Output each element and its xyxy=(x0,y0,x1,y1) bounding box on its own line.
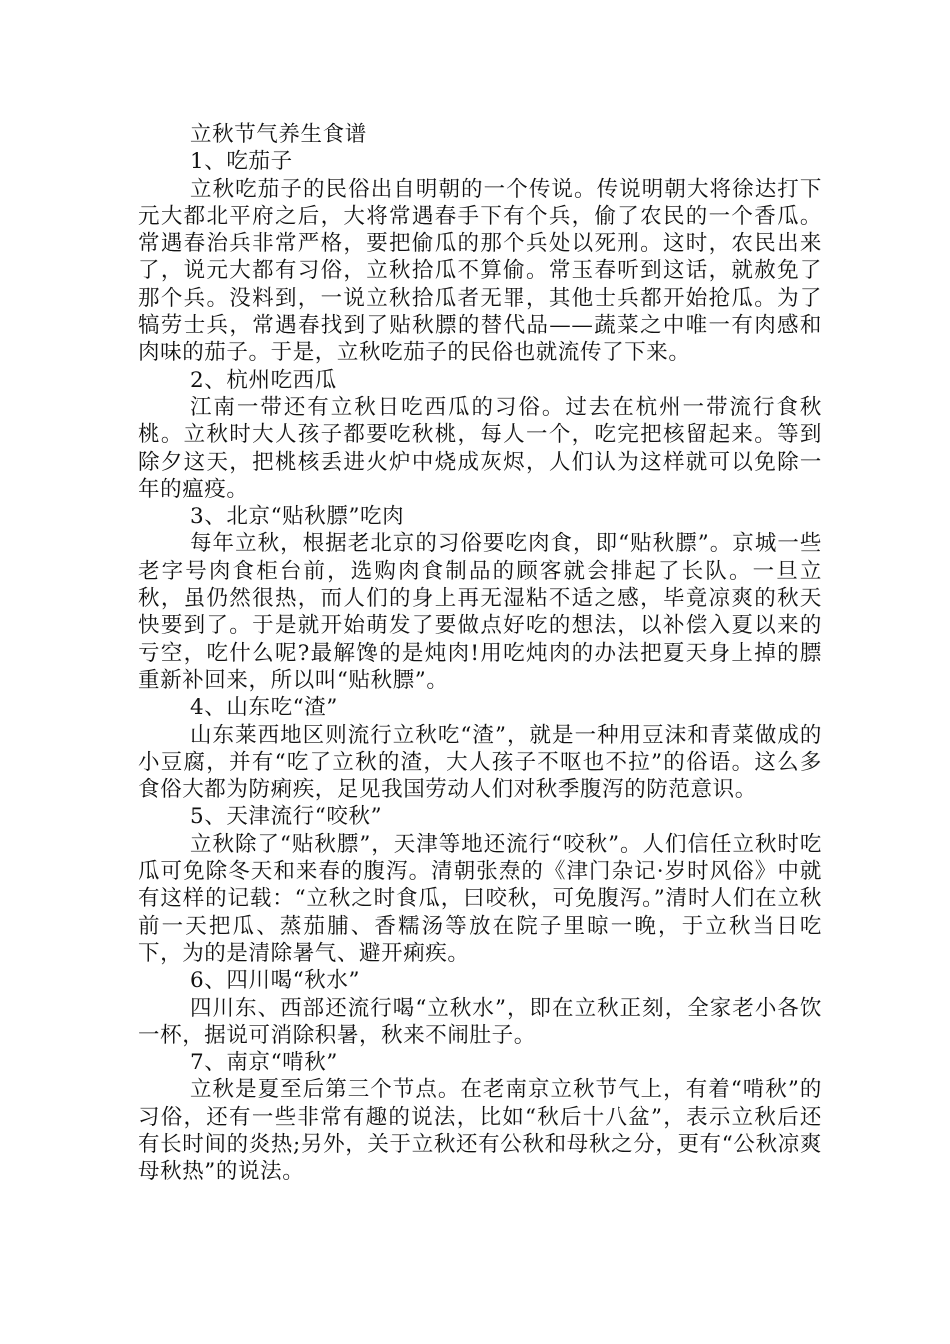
section-1 xyxy=(138,148,822,366)
section-2 xyxy=(138,367,822,503)
section-heading: 7、南京“啃秋” xyxy=(190,1050,338,1076)
section-body: 江南一带还有立秋日吃西瓜的习俗。过去在杭州一带流行食秋桃。立秋时大人孩子都要吃秋桃，每人一个，吃完把核留起来。等到除夕这天，把桃核丢进火炉中烧成灰烬，人们认为这样就可以免除一年的瘟疫。 xyxy=(138,394,822,502)
section-body: 立秋除了“贴秋膘”，天津等地还流行“咬秋”。人们信任立秋时吃瓜可免除冬天和来春的腹泻。清朝张焘的《津门杂记·岁时风俗》中就有这样的记载：“立秋之时食瓜，曰咬秋，可免腹泻。”清时人们在立秋前一天把瓜、蒸茄脯、香糯汤等放在院子里晾一晚，于立秋当日吃下，为的是清除暑气、避开痢疾。 xyxy=(138,831,822,966)
document-title: 立秋节气养生食谱 xyxy=(190,122,367,147)
section-7 xyxy=(138,1049,822,1185)
section-heading: 5、天津流行“咬秋” xyxy=(190,804,383,830)
section-body: 每年立秋，根据老北京的习俗要吃肉食，即“贴秋膘”。京城一些老字号肉食柜台前，选购肉食制品的顾客就会排起了长队。一旦立秋，虽仍然很热，而人们的身上再无湿粘不适之感，毕竟凉爽的秋天快要到了。于是就开始萌发了要做点好吃的想法，以补偿入夏以来的亏空，吃什么呢?最解馋的是炖肉!用吃炖肉的办法把夏天身上掉的膘重新补回来，所以叫“贴秋膘”。 xyxy=(138,531,822,693)
document-page xyxy=(138,121,822,1186)
section-body: 四川东、西部还流行喝“立秋水”，即在立秋正刻，全家老小各饮一杯，据说可消除积暑，秋来不闹肚子。 xyxy=(138,995,822,1048)
section-5 xyxy=(138,803,822,967)
section-heading: 4、山东吃“渣” xyxy=(190,695,338,721)
section-body: 立秋是夏至后第三个节点。在老南京立秋节气上，有着“啃秋”的习俗，还有一些非常有趣的说法，比如“秋后十八盆”，表示立秋后还有长时间的炎热;另外，关于立秋还有公秋和母秋之分，更有“公秋凉爽母秋热”的说法。 xyxy=(138,1077,822,1185)
section-heading: 3、北京“贴秋膘”吃肉 xyxy=(190,504,405,530)
section-3 xyxy=(138,503,822,694)
section-heading: 1、吃茄子 xyxy=(190,149,293,175)
section-body: 立秋吃茄子的民俗出自明朝的一个传说。传说明朝大将徐达打下元大都北平府之后，大将常遇春手下有个兵，偷了农民的一个香瓜。常遇春治兵非常严格，要把偷瓜的那个兵处以死刑。这时，农民出来了，说元大都有习俗，立秋拾瓜不算偷。常玉春听到这话，就赦免了那个兵。没料到，一说立秋拾瓜者无罪，其他士兵都开始抢瓜。为了犒劳士兵，常遇春找到了贴秋膘的替代品——蔬菜之中唯一有肉感和肉味的茄子。于是，立秋吃茄子的民俗也就流传了下来。 xyxy=(138,176,822,366)
section-4 xyxy=(138,694,822,803)
section-heading: 6、四川喝“秋水” xyxy=(190,968,361,994)
section-body: 山东莱西地区则流行立秋吃“渣”，就是一种用豆沫和青菜做成的小豆腐，并有“吃了立秋的渣，大人孩子不呕也不拉”的俗语。这么多食俗大都为防痢疾，足见我国劳动人们对秋季腹泻的防范意识。 xyxy=(138,722,822,803)
section-6 xyxy=(138,967,822,1049)
section-heading: 2、杭州吃西瓜 xyxy=(190,367,337,393)
